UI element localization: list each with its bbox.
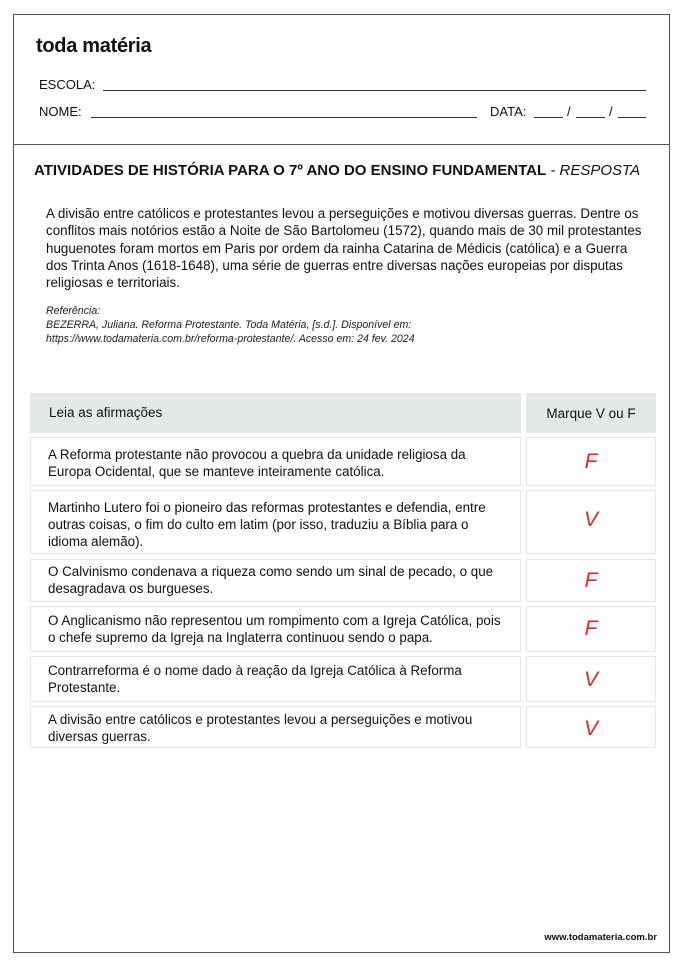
statement-text: Martinho Lutero foi o pioneiro das reformas protestantes e defendia, entre outras coisas, o fim do culto em latim (por isso, traduziu a Bíblia para o idioma alemão). <box>48 500 486 549</box>
answer-cell[interactable] <box>526 606 656 652</box>
title-main: ATIVIDADES DE HISTÓRIA PARA O 7º ANO DO ENSINO FUNDAMENTAL <box>34 162 547 179</box>
school-field[interactable] <box>103 90 646 91</box>
statement-text: A divisão entre católicos e protestantes levou a perseguições e motivou diversas guerras. <box>48 712 473 744</box>
table-row <box>30 490 521 554</box>
table-row <box>30 437 521 486</box>
answer-cell[interactable] <box>526 706 656 748</box>
statement-text: Contrarreforma é o nome dado à reação da Igreja Católica à Reforma Protestante. <box>48 663 462 695</box>
statement-text: A Reforma protestante não provocou a quebra da unidade religiosa da Europa Ocidental, que se manteve inteiramente católica. <box>48 447 466 479</box>
brand-logo: toda matéria <box>36 35 152 57</box>
school-label: ESCOLA: <box>39 77 96 92</box>
table-row <box>30 706 521 748</box>
date-day-field[interactable] <box>534 117 563 118</box>
name-label: NOME: <box>39 104 82 119</box>
table-row <box>30 559 521 602</box>
answer-cell[interactable] <box>526 490 656 554</box>
table-header-statements <box>30 393 521 433</box>
table-row <box>30 606 521 652</box>
date-separator: / <box>609 104 613 119</box>
table-header-mark <box>526 393 656 433</box>
reference-block <box>46 304 650 346</box>
table-header-label: Leia as afirmações <box>49 405 163 420</box>
statement-text: O Calvinismo condenava a riqueza como sendo um sinal de pecado, o que desagradava os burgueses. <box>48 564 494 596</box>
date-month-field[interactable] <box>576 117 605 118</box>
date-separator: / <box>567 104 571 119</box>
title-answer-suffix: - RESPOSTA <box>546 162 641 179</box>
name-field[interactable] <box>91 117 477 118</box>
answer-cell[interactable] <box>526 656 656 702</box>
table-row <box>30 656 521 702</box>
date-label: DATA: <box>490 104 527 119</box>
reference-label: Referência: <box>46 305 101 317</box>
header-block <box>14 15 669 145</box>
reference-line: https://www.todamateria.com.br/reforma-protestante/. Acesso em: 24 fev. 2024 <box>46 333 415 345</box>
page-title <box>34 162 640 179</box>
answer-mark: F <box>584 617 598 640</box>
answer-mark: V <box>583 717 598 740</box>
answer-cell[interactable] <box>526 437 656 486</box>
statement-text: O Anglicanismo não representou um rompimento com a Igreja Católica, pois o chefe supremo da Igreja na Inglaterra continuou sendo o papa. <box>48 613 501 645</box>
reference-line: BEZERRA, Juliana. Reforma Protestante. Toda Matéria, [s.d.]. Disponível em: <box>46 319 412 331</box>
answer-mark: V <box>583 508 598 531</box>
intro-paragraph: A divisão entre católicos e protestantes levou a perseguições e motivou diversas guerras. Dentre os conflitos mais notórios estão a Noite de São Bartolomeu (1572), quando mais de 30 mil protestantes huguenotes foram mortos em Paris por ordem da rainha Catarina de Médicis (católica) e a Guerra dos Trinta Anos (1618-1648), uma série de guerras entre diversas nações europeias por disputas religiosas e territoriais. <box>46 206 642 291</box>
answer-mark: F <box>584 450 598 473</box>
footer-url: www.todamateria.com.br <box>544 932 657 943</box>
worksheet-page <box>13 14 670 953</box>
date-year-field[interactable] <box>618 117 646 118</box>
table-header-label: Marque V ou F <box>546 406 636 421</box>
answer-mark: F <box>584 569 598 592</box>
answer-cell[interactable] <box>526 559 656 602</box>
answer-mark: V <box>583 668 598 691</box>
